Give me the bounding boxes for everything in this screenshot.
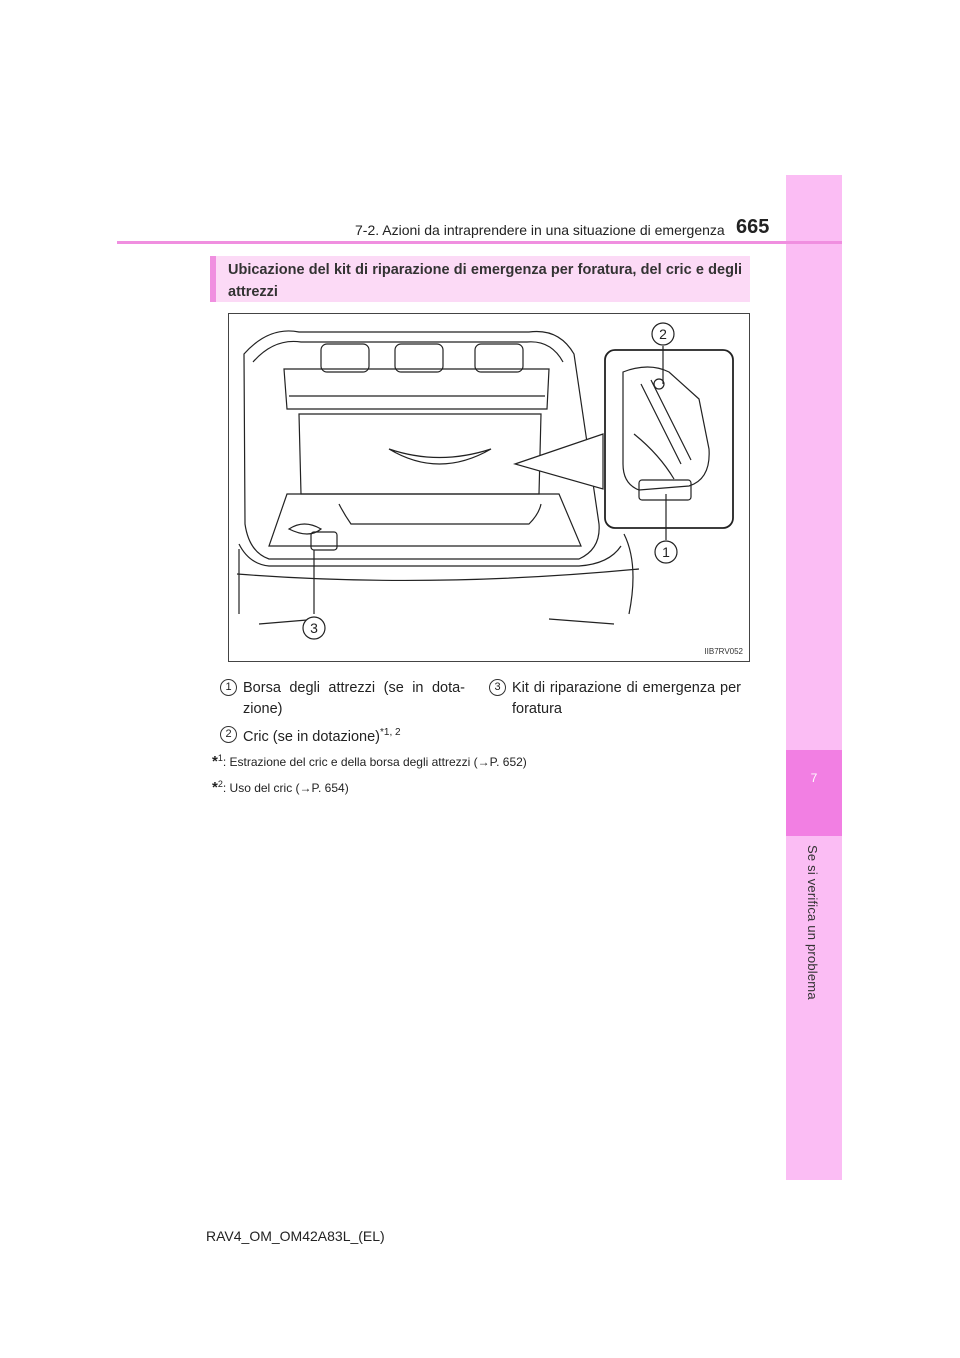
footnote-1-marker: *: [212, 753, 218, 770]
callout-3-label: 3: [310, 620, 318, 636]
item-2-text: Cric (se in dotazione): [243, 728, 380, 745]
item-2-number: 2: [220, 726, 237, 743]
page-number: 665: [736, 216, 770, 238]
chapter-title: Se si verifica un problema: [805, 845, 820, 1000]
item-2-text-row: [243, 722, 503, 748]
figure-code: IIB7RV052: [704, 647, 743, 656]
section-heading: Ubicazione del kit di riparazione di emergenza per foratura, del cric e degli attrezzi: [210, 256, 750, 302]
footnote-2-sup: 2: [217, 779, 223, 789]
item-3-text: Kit di riparazione di emergenza per foratura: [512, 680, 741, 717]
callout-2-label: 2: [659, 326, 667, 342]
footnote-2-text: : Uso del cric (→P. 654): [222, 781, 349, 795]
trunk-illustration: [228, 313, 750, 662]
trunk-drawing: [229, 314, 749, 661]
footnote-2-marker: *: [212, 779, 218, 796]
header-rule: [117, 241, 842, 244]
footnote-2: [212, 779, 349, 796]
item-1-text: Borsa degli attrezzi (se in dota-zione): [243, 680, 465, 717]
chapter-side-tab: [786, 175, 842, 1180]
footnote-1-sup: 1: [217, 753, 223, 763]
item-1-number: 1: [220, 679, 237, 696]
chapter-number: 7: [810, 771, 818, 785]
footnote-1-text: : Estrazione del cric e della borsa degli attrezzi (→P. 652): [222, 755, 527, 769]
running-header: 7-2. Azioni da intraprendere in una situazione di emergenza: [355, 222, 725, 238]
chapter-number-block: [786, 750, 842, 836]
item-3-number: 3: [489, 679, 506, 696]
callout-1-label: 1: [662, 544, 670, 560]
footnote-1: [212, 753, 527, 770]
document-footer: RAV4_OM_OM42A83L_(EL): [206, 1228, 385, 1244]
item-2-note-ref: *1, 2: [380, 727, 401, 738]
